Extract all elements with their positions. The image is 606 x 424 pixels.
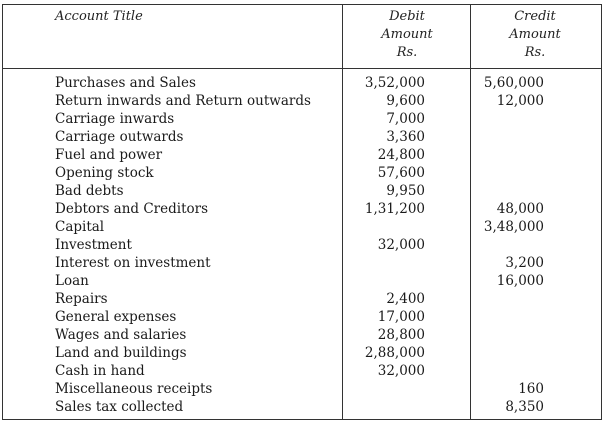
account-title-cell: Miscellaneous receipts [55, 381, 213, 397]
debit-amount-cell: 17,000 [377, 309, 425, 325]
table-row [3, 74, 601, 92]
table-row [3, 398, 601, 416]
debit-amount-cell: 3,52,000 [364, 75, 425, 91]
account-title-cell: Bad debts [55, 183, 124, 199]
debit-amount-header [343, 8, 471, 62]
credit-amount-cell: 160 [518, 381, 544, 397]
debit-header-line: Amount [381, 27, 433, 42]
debit-amount-cell: 3,360 [386, 129, 425, 145]
table-row [3, 344, 601, 362]
table-row [3, 146, 601, 164]
account-title-cell: Interest on investment [55, 255, 211, 271]
debit-amount-cell: 24,800 [377, 147, 425, 163]
table-row [3, 272, 601, 290]
credit-amount-header [471, 8, 599, 62]
debit-header-line: Debit [389, 9, 425, 24]
account-title-cell: Return inwards and Return outwards [55, 93, 311, 109]
table-row [3, 218, 601, 236]
header-divider [3, 68, 601, 69]
account-title-cell: Capital [55, 219, 105, 235]
credit-header-line: Amount [509, 27, 561, 42]
credit-amount-cell: 3,200 [505, 255, 544, 271]
account-title-cell: Land and buildings [55, 345, 187, 361]
account-title-cell: Fuel and power [55, 147, 163, 163]
account-title-cell: Loan [55, 273, 89, 289]
table-row [3, 308, 601, 326]
account-title-cell: Wages and salaries [55, 327, 187, 343]
table-row [3, 110, 601, 128]
credit-amount-cell: 3,48,000 [483, 219, 544, 235]
account-title-cell: Cash in hand [55, 363, 145, 379]
account-title-cell: Repairs [55, 291, 108, 307]
account-title-cell: Carriage inwards [55, 111, 175, 127]
account-title-header: Account Title [55, 9, 143, 24]
debit-amount-cell: 2,400 [386, 291, 425, 307]
credit-header-line: Rs. [524, 45, 546, 60]
debit-amount-cell: 1,31,200 [364, 201, 425, 217]
table-row [3, 182, 601, 200]
account-title-cell: General expenses [55, 309, 177, 325]
table-row [3, 326, 601, 344]
account-title-cell: Investment [55, 237, 132, 253]
table-row [3, 380, 601, 398]
account-rows [3, 74, 601, 416]
account-title-cell: Carriage outwards [55, 129, 184, 145]
debit-amount-cell: 28,800 [377, 327, 425, 343]
credit-amount-cell: 48,000 [496, 201, 544, 217]
account-title-cell: Debtors and Creditors [55, 201, 209, 217]
table-row [3, 92, 601, 110]
debit-amount-cell: 2,88,000 [364, 345, 425, 361]
table-row [3, 254, 601, 272]
table-row [3, 164, 601, 182]
debit-header-line: Rs. [396, 45, 418, 60]
table-row [3, 200, 601, 218]
credit-amount-cell: 12,000 [496, 93, 544, 109]
debit-amount-cell: 9,950 [386, 183, 425, 199]
account-title-cell: Sales tax collected [55, 399, 184, 415]
table-row [3, 290, 601, 308]
credit-amount-cell: 16,000 [496, 273, 544, 289]
debit-amount-cell: 9,600 [386, 93, 425, 109]
debit-amount-cell: 32,000 [377, 363, 425, 379]
trial-balance-table [2, 4, 602, 420]
account-title-cell: Opening stock [55, 165, 154, 181]
table-row [3, 128, 601, 146]
debit-amount-cell: 7,000 [386, 111, 425, 127]
table-row [3, 362, 601, 380]
credit-amount-cell: 8,350 [505, 399, 544, 415]
debit-amount-cell: 32,000 [377, 237, 425, 253]
account-title-cell: Purchases and Sales [55, 75, 196, 91]
credit-amount-cell: 5,60,000 [483, 75, 544, 91]
debit-amount-cell: 57,600 [377, 165, 425, 181]
table-row [3, 236, 601, 254]
credit-header-line: Credit [514, 9, 556, 24]
